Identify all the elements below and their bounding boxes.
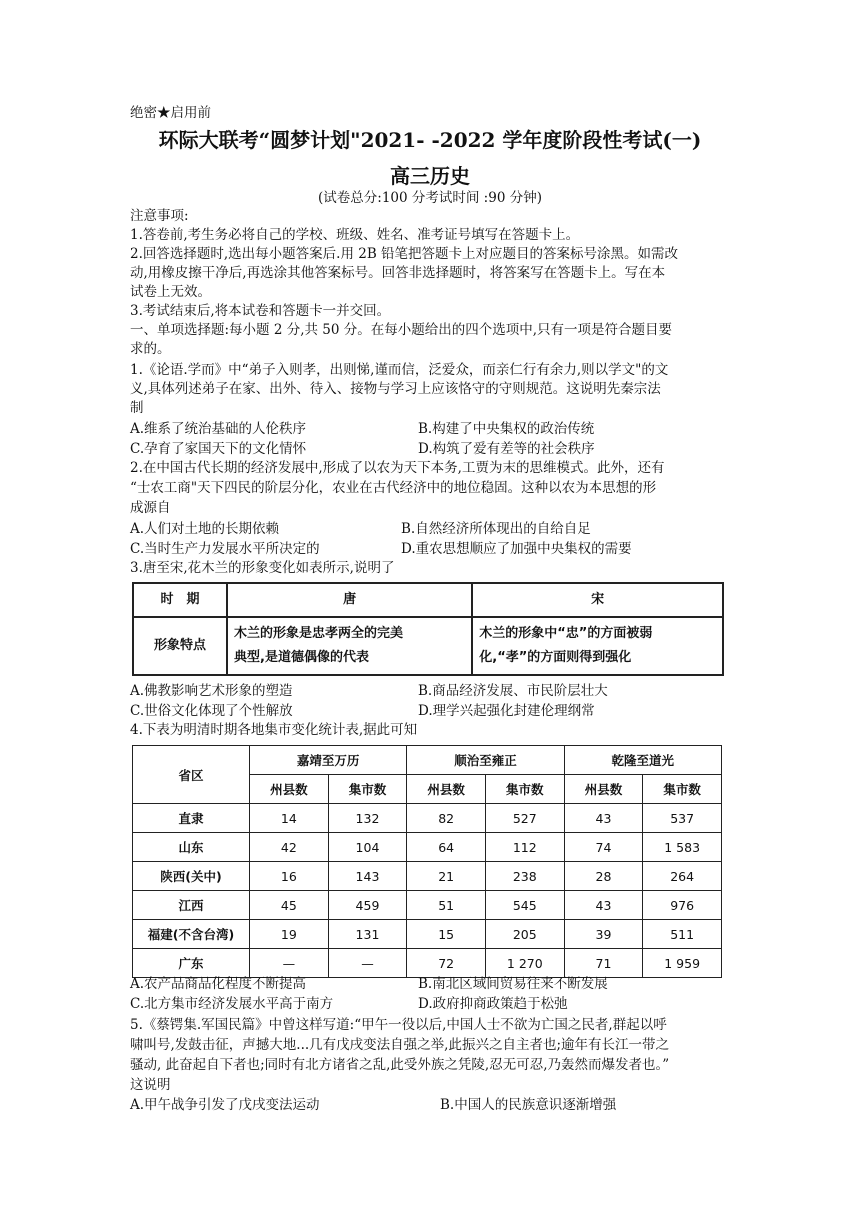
row-province: 直隶: [133, 804, 250, 833]
mulan-image-table: [132, 582, 724, 676]
cell: 43: [564, 804, 643, 833]
cell: 976: [643, 891, 722, 920]
row-province: 山东: [133, 833, 250, 862]
q4-option-d[interactable]: D.政府抑商政策趋于松弛: [418, 996, 568, 1012]
q4-option-a[interactable]: A.农产品商品化程度不断提高: [130, 976, 307, 992]
cell: 64: [407, 833, 486, 862]
q2-stem-line-3: 成源自: [130, 500, 171, 516]
cell: 1 583: [643, 833, 722, 862]
q5-option-b[interactable]: B.中国人的民族意识逐渐增强: [440, 1097, 617, 1113]
row-province: 广东: [133, 949, 250, 978]
q4-stem: 4.下表为明清时期各地集市变化统计表,据此可知: [130, 722, 418, 738]
market-stats-table: [132, 745, 722, 978]
tang-line-1: 木兰的形象是忠孝两全的完美: [234, 626, 404, 641]
sub-header-markets: 集市数: [485, 775, 564, 804]
cell: 1 270: [485, 949, 564, 978]
section-heading-line-2: 求的。: [130, 341, 171, 357]
table-cell-tang: [227, 617, 472, 675]
q3-stem: 3.唐至宋,花木兰的形象变化如表所示,说明了: [130, 560, 395, 576]
sub-header-counties: 州县数: [564, 775, 643, 804]
q3-option-b[interactable]: B.商品经济发展、市民阶层壮大: [418, 683, 608, 699]
sub-header-markets: 集市数: [643, 775, 722, 804]
cell: 72: [407, 949, 486, 978]
q5-stem-line-1: 5.《蔡锷集.军国民篇》中曾这样写道:“甲午一役以后,中国人士不欲为亡国之民者,群起以呼: [130, 1017, 667, 1033]
q1-stem-line-1: 1.《论语.学而》中“弟子入则孝，出则悌,谨而信，泛爱众，而亲仁行有余力,则以学文"的文: [130, 362, 669, 378]
table-row: [133, 891, 722, 920]
q1-option-c[interactable]: C.孕育了家国天下的文化情怀: [130, 441, 307, 457]
cell: 19: [250, 920, 329, 949]
q5-stem-line-2: 啸叫号,发鼓击征，声撼大地...几有戊戌变法自强之举,此振兴之自主者也;逾年有长江一带之: [130, 1037, 670, 1053]
q4-option-c[interactable]: C.北方集市经济发展水平高于南方: [130, 996, 334, 1012]
table-row: [133, 804, 722, 833]
song-line-1: 木兰的形象中“忠”的方面被弱: [479, 626, 653, 641]
cell: 1 959: [643, 949, 722, 978]
cell: 51: [407, 891, 486, 920]
q3-option-d[interactable]: D.理学兴起强化封建伦理纲常: [418, 703, 595, 719]
q5-stem-line-4: 这说明: [130, 1077, 171, 1093]
q2-option-d[interactable]: D.重农思想顺应了加强中央集权的需要: [401, 541, 632, 557]
cell: 527: [485, 804, 564, 833]
sub-header-counties: 州县数: [407, 775, 486, 804]
col-header-period-1: 嘉靖至万历: [250, 746, 407, 775]
song-line-2: 化,“孝”的方面则得到强化: [479, 650, 632, 665]
subject-title: 高三历史: [390, 164, 470, 188]
cell: 537: [643, 804, 722, 833]
table-row: [133, 862, 722, 891]
table-header-song: 宋: [472, 583, 723, 617]
note-2-line-1: 2.回答选择题时,选出每小题答案后.用 2B 铅笔把答题卡上对应题目的答案标号涂黑。如需改: [130, 246, 679, 262]
row-province: 陕西(关中): [133, 862, 250, 891]
row-province: 福建(不含台湾): [133, 920, 250, 949]
cell: —: [250, 949, 329, 978]
table-header-period: 时 期: [133, 583, 227, 617]
cell: 143: [328, 862, 407, 891]
q1-option-b[interactable]: B.构建了中央集权的政治传统: [418, 421, 595, 437]
cell: 238: [485, 862, 564, 891]
q5-option-a[interactable]: A.甲午战争引发了戊戌变法运动: [130, 1097, 320, 1113]
cell: 82: [407, 804, 486, 833]
section-heading-line-1: 一、单项选择题:每小题 2 分,共 50 分。在每小题给出的四个选项中,只有一项是符合题目要: [130, 322, 673, 338]
cell: 45: [250, 891, 329, 920]
cell: 42: [250, 833, 329, 862]
cell: 132: [328, 804, 407, 833]
table-cell-song: [472, 617, 723, 675]
exam-title: 环际大联考“圆梦计划"2021- -2022 学年度阶段性考试(一): [158, 128, 702, 152]
q3-option-c[interactable]: C.世俗文化体现了个性解放: [130, 703, 293, 719]
table-header-tang: 唐: [227, 583, 472, 617]
col-header-province: 省区: [133, 746, 250, 804]
q1-stem-line-3: 制: [130, 400, 144, 416]
tang-line-2: 典型,是道德偶像的代表: [234, 650, 369, 665]
cell: 39: [564, 920, 643, 949]
cell: 14: [250, 804, 329, 833]
col-header-period-3: 乾隆至道光: [564, 746, 721, 775]
q2-option-b[interactable]: B.自然经济所体现出的自给自足: [401, 521, 591, 537]
cell: 15: [407, 920, 486, 949]
cell: 28: [564, 862, 643, 891]
q2-stem-line-2: “士农工商"天下四民的阶层分化，农业在古代经济中的地位稳固。这种以农为本思想的形: [130, 480, 657, 496]
note-3: 3.考试结束后,将本试卷和答题卡一并交回。: [130, 303, 391, 319]
q1-option-d[interactable]: D.构筑了爱有差等的社会秩序: [418, 441, 595, 457]
q2-stem-line-1: 2.在中国古代长期的经济发展中,形成了以农为天下本务,工贾为末的思维模式。此外，还有: [130, 460, 665, 476]
cell: 131: [328, 920, 407, 949]
cell: 545: [485, 891, 564, 920]
table-row: [133, 833, 722, 862]
sub-header-markets: 集市数: [328, 775, 407, 804]
note-1: 1.答卷前,考生务必将自己的学校、班级、姓名、准考证号填写在答题卡上。: [130, 227, 580, 243]
cell: 104: [328, 833, 407, 862]
q1-stem-line-2: 义,具体列述弟子在家、出外、待入、接物与学习上应该恪守的守则规范。这说明先秦宗法: [130, 381, 661, 397]
q3-option-a[interactable]: A.佛教影响艺术形象的塑造: [130, 683, 293, 699]
cell: 112: [485, 833, 564, 862]
cell: 74: [564, 833, 643, 862]
row-province: 江西: [133, 891, 250, 920]
cell: 16: [250, 862, 329, 891]
col-header-period-2: 顺治至雍正: [407, 746, 564, 775]
exam-info: (试卷总分:100 分考试时间 :90 分钟): [318, 190, 542, 206]
confidential-mark: 绝密★启用前: [130, 105, 211, 121]
table-row: [133, 920, 722, 949]
cell: —: [328, 949, 407, 978]
q4-option-b[interactable]: B.南北区域间贸易往来不断发展: [418, 976, 608, 992]
cell: 71: [564, 949, 643, 978]
sub-header-counties: 州县数: [250, 775, 329, 804]
cell: 459: [328, 891, 407, 920]
q2-option-c[interactable]: C.当时生产力发展水平所决定的: [130, 541, 320, 557]
q5-stem-line-3: 骚动, 此奋起自下者也;同时有北方诸省之乱,此受外族之凭陵,忍无可忍,乃轰然而爆发者也。”: [130, 1057, 670, 1073]
cell: 21: [407, 862, 486, 891]
table-row-label: 形象特点: [133, 617, 227, 675]
cell: 511: [643, 920, 722, 949]
q1-option-a[interactable]: A.维系了统治基础的人伦秩序: [130, 421, 307, 437]
note-2-line-2: 动,用橡皮擦干净后,再选涂其他答案标号。回答非选择题时，将答案写在答题卡上。写在本: [130, 265, 666, 281]
note-2-line-3: 试卷上无效。: [130, 284, 211, 300]
q2-option-a[interactable]: A.人们对土地的长期依赖: [130, 521, 280, 537]
cell: 264: [643, 862, 722, 891]
cell: 205: [485, 920, 564, 949]
cell: 43: [564, 891, 643, 920]
notes-heading: 注意事项:: [130, 208, 189, 224]
table-row: [133, 949, 722, 978]
